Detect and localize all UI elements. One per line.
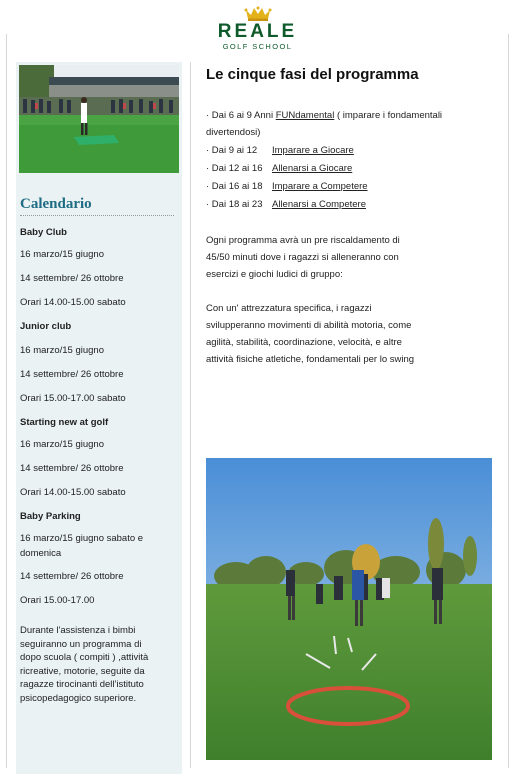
- note-line: dopo scuola ( compiti ) ,attività: [20, 652, 149, 663]
- phase-link[interactable]: Allenarsi a Competere: [272, 199, 366, 210]
- equipment-paragraph: [206, 300, 446, 368]
- phase-item: [206, 198, 366, 211]
- column-divider: [190, 62, 191, 768]
- calendar-entry: Orari 15.00-17.00 sabato: [20, 393, 126, 404]
- calendar-sidebar: [16, 62, 182, 774]
- calendar-entry: 14 settembre/ 26 ottobre: [20, 463, 124, 474]
- phase-range: · Dai 16 ai 18: [206, 181, 263, 192]
- program-title: Le cinque fasi del programma: [206, 66, 419, 83]
- calendar-section-heading: Starting new at golf: [20, 417, 109, 428]
- page-border-left: [6, 34, 7, 768]
- note-line: seguiranno un programma di: [20, 638, 142, 650]
- calendar-entry: 16 marzo/15 giugno: [20, 249, 104, 260]
- paragraph-line: agilità, stabilità, coordinazione, velocità, e altre: [206, 337, 402, 348]
- calendar-title: Calendario: [20, 196, 92, 212]
- paragraph-line: svilupperanno movimenti di abilità motoria, come: [206, 320, 412, 331]
- calendar-entry: Orari 15.00-17.00: [20, 595, 95, 606]
- warmup-paragraph: [206, 232, 446, 283]
- calendar-entry: 16 marzo/15 giugno sabato e: [20, 533, 144, 544]
- paragraph-line: Ogni programma avrà un pre riscaldamento di: [206, 235, 400, 246]
- calendar-entry: 16 marzo/15 giugno: [20, 345, 104, 356]
- note-line: psicopedagogico superiore.: [20, 692, 137, 704]
- calendar-entry: Orari 14.00-15.00 sabato: [20, 487, 126, 498]
- phase-description: ( imparare i fondamentali: [334, 110, 443, 121]
- phase-link[interactable]: Allenarsi a Giocare: [272, 163, 353, 174]
- calendar-entry: 14 settembre/ 26 ottobre: [20, 369, 124, 380]
- phase-item-fundamental: [206, 109, 442, 122]
- phase-range: · Dai 9 ai 12: [206, 145, 258, 156]
- golf-training-photo: [206, 458, 492, 760]
- note-line: Durante l'assistenza i bimbi: [20, 625, 136, 636]
- calendar-entry: 16 marzo/15 giugno: [20, 439, 104, 450]
- paragraph-line: attività fisiche atletiche, fondamentali per lo swing: [206, 354, 415, 365]
- page-border-right: [508, 34, 509, 768]
- phase-range: · Dai 12 ai 16: [206, 163, 263, 174]
- calendar-entry: Orari 14.00-15.00 sabato: [20, 297, 126, 308]
- logo: [0, 6, 515, 51]
- phase-item: [206, 180, 368, 193]
- phase-range: · Dai 18 ai 23: [206, 199, 263, 210]
- phase-link[interactable]: Imparare a Giocare: [272, 145, 354, 156]
- note-line: ricreative, motorie, seguite da: [20, 665, 145, 677]
- calendar-entry: domenica: [20, 548, 62, 559]
- phase-item: [206, 162, 352, 175]
- fundamental-link[interactable]: FUNdamental: [275, 110, 335, 121]
- phase-description-cont: divertendosi): [206, 127, 261, 138]
- calendar-entry: 14 settembre/ 26 ottobre: [20, 273, 124, 284]
- paragraph-line: Con un' attrezzatura specifica, i ragazzi: [206, 303, 372, 314]
- phase-item: [206, 144, 354, 157]
- paragraph-line: esercizi e giochi ludici di gruppo:: [206, 269, 343, 280]
- crown-icon: [244, 6, 272, 21]
- paragraph-line: 45/50 minuti dove i ragazzi si alleneranno con: [206, 252, 399, 263]
- calendar-entry: 14 settembre/ 26 ottobre: [20, 571, 124, 582]
- calendar-section-heading: Baby Club: [20, 227, 67, 238]
- note-line: ragazze tirocinanti dell'istituto: [20, 679, 144, 690]
- phase-range: · Dai 6 ai 9 Anni: [206, 110, 276, 121]
- calendar-section-heading: Baby Parking: [20, 511, 81, 522]
- phase-link[interactable]: Imparare a Competere: [272, 181, 368, 192]
- calendar-divider: [20, 215, 174, 216]
- calendar-section-heading: Junior club: [20, 321, 72, 332]
- logo-subtitle: GOLF SCHOOL: [222, 42, 293, 51]
- golf-lesson-photo: [19, 65, 179, 173]
- logo-wordmark: REALE: [217, 21, 298, 42]
